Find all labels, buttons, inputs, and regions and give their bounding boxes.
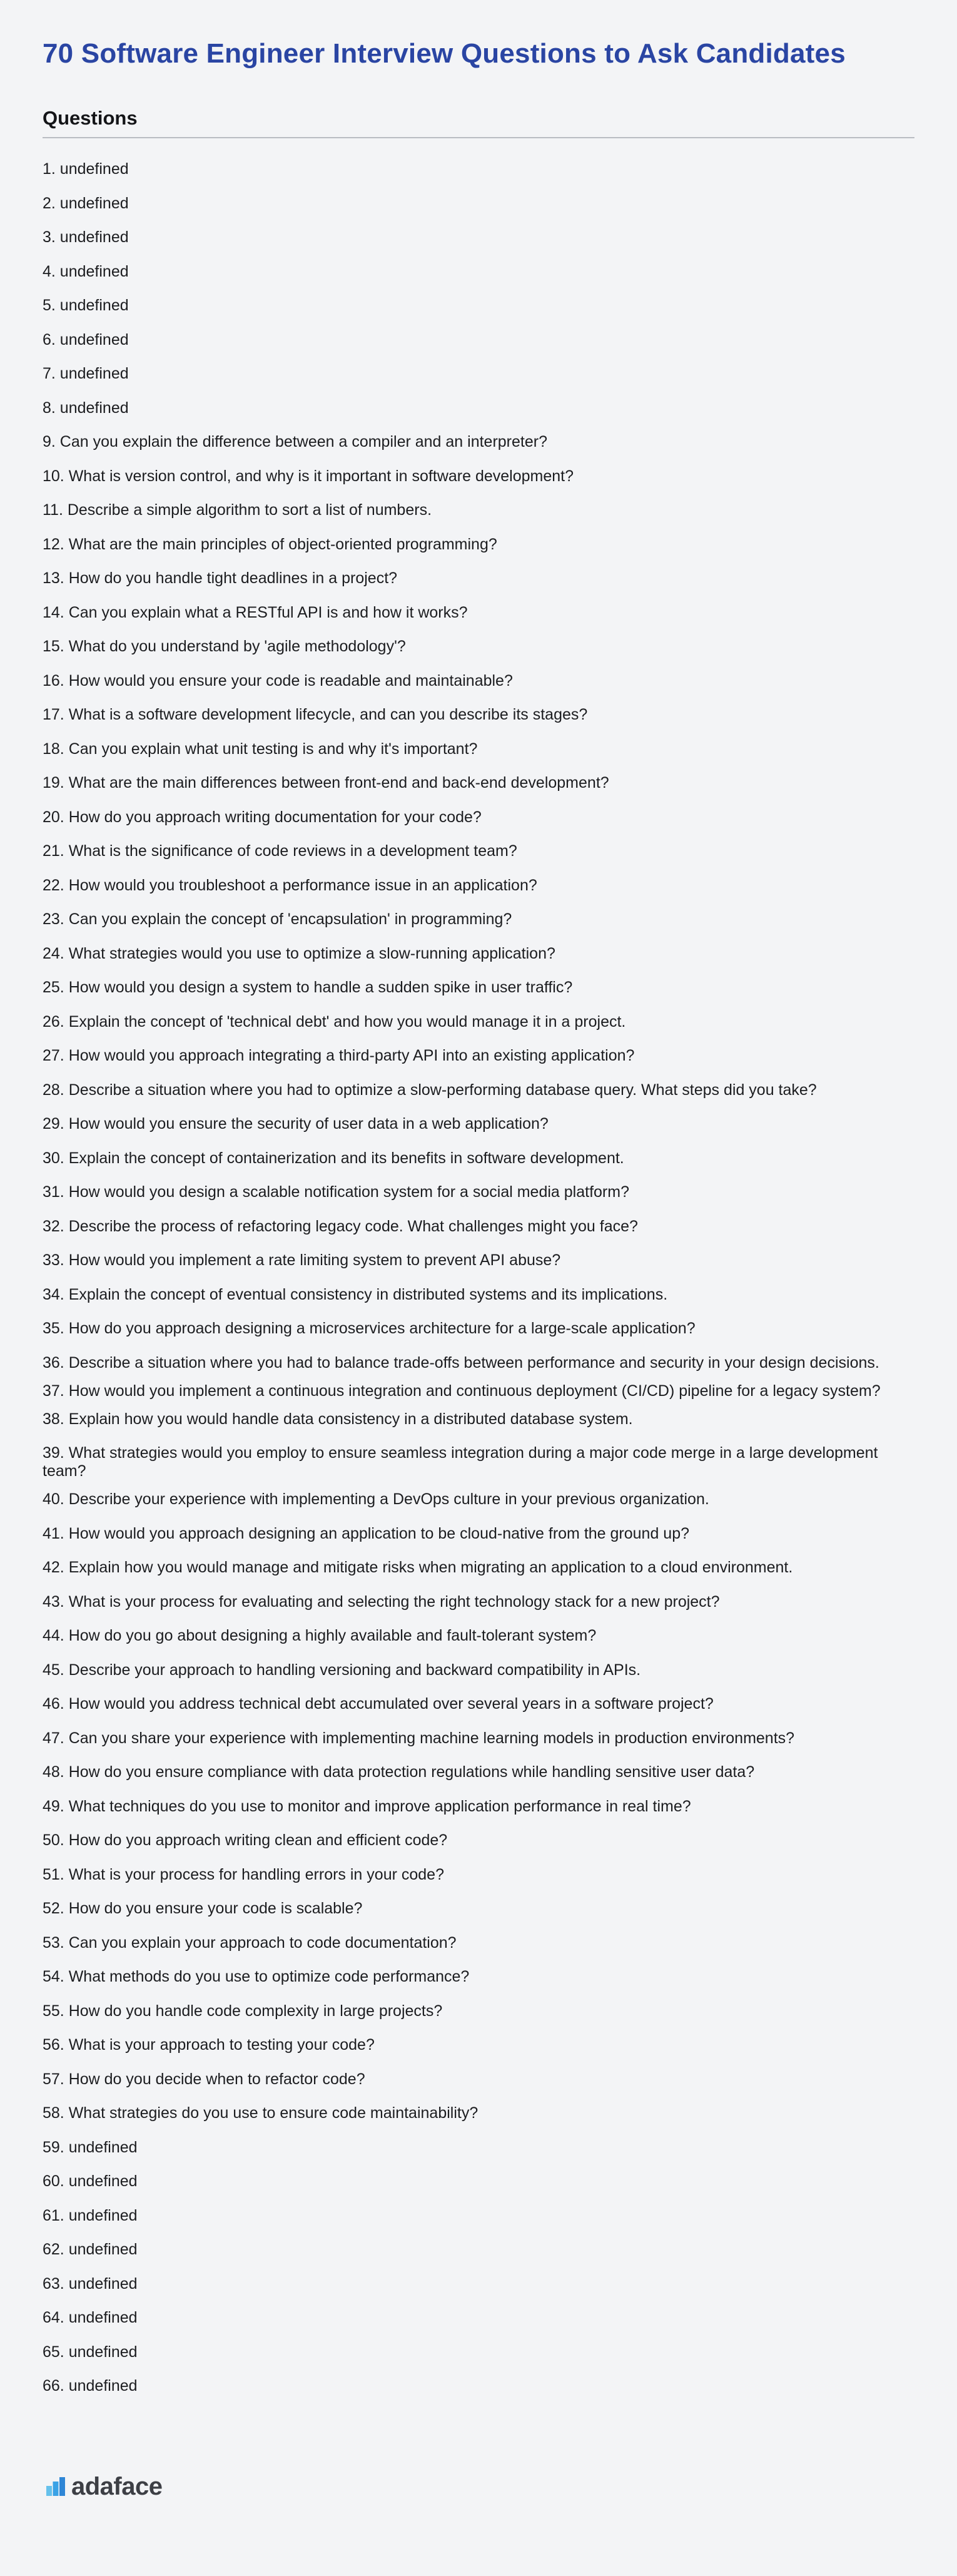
question-item: 2. undefined (43, 194, 129, 212)
question-item: 3. undefined (43, 228, 129, 246)
question-item: 38. Explain how you would handle data consistency in a distributed database system. (43, 1410, 633, 1428)
question-item: 55. How do you handle code complexity in large projects? (43, 2002, 443, 2020)
question-item: 36. Describe a situation where you had to balance trade-offs between performance and security in your design decisions. (43, 1353, 879, 1372)
question-item: 48. How do you ensure compliance with data protection regulations while handling sensitive user data? (43, 1763, 755, 1781)
question-item: 10. What is version control, and why is it important in software development? (43, 467, 574, 485)
question-item: 6. undefined (43, 330, 129, 349)
question-item: 43. What is your process for evaluating and selecting the right technology stack for a new project? (43, 1592, 720, 1611)
question-item: 4. undefined (43, 262, 129, 280)
question-item: 26. Explain the concept of 'technical debt' and how you would manage it in a project. (43, 1012, 626, 1031)
question-item: 15. What do you understand by 'agile methodology'? (43, 638, 406, 655)
question-item: 12. What are the main principles of object-oriented programming? (43, 535, 497, 553)
question-item: 9. Can you explain the difference between a compiler and an interpreter? (43, 433, 547, 451)
question-item: 27. How would you approach integrating a third-party API into an existing application? (43, 1047, 635, 1064)
question-item: 29. How would you ensure the security of user data in a web application? (43, 1115, 549, 1133)
question-item: 53. Can you explain your approach to code documentation? (43, 1933, 457, 1952)
question-item: 65. undefined (43, 2343, 138, 2361)
question-item: 64. undefined (43, 2309, 138, 2326)
question-item: 37. How would you implement a continuous integration and continuous deployment (CI/CD) pipeline for a legacy system? (43, 1382, 881, 1400)
question-item: 57. How do you decide when to refactor code? (43, 2070, 365, 2088)
question-item: 23. Can you explain the concept of 'encapsulation' in programming? (43, 910, 512, 928)
question-item: 30. Explain the concept of containerization and its benefits in software development. (43, 1149, 624, 1167)
question-item: 33. How would you implement a rate limiting system to prevent API abuse? (43, 1251, 561, 1269)
question-item: 42. Explain how you would manage and mitigate risks when migrating an application to a cloud environment. (43, 1559, 793, 1576)
question-item: 47. Can you share your experience with implementing machine learning models in production environments? (43, 1729, 795, 1747)
question-item: 45. Describe your approach to handling versioning and backward compatibility in APIs. (43, 1661, 641, 1679)
question-item: 17. What is a software development lifecycle, and can you describe its stages? (43, 706, 588, 723)
question-item: 16. How would you ensure your code is readable and maintainable? (43, 671, 513, 690)
question-item: 25. How would you design a system to handle a sudden spike in user traffic? (43, 979, 573, 996)
question-item: 62. undefined (43, 2241, 138, 2258)
question-item: 8. undefined (43, 399, 129, 417)
page-title: 70 Software Engineer Interview Questions to Ask Candidates (43, 38, 846, 69)
question-item: 13. How do you handle tight deadlines in a project? (43, 569, 398, 587)
question-item: 66. undefined (43, 2377, 138, 2395)
question-item: 28. Describe a situation where you had to optimize a slow-performing database query. What steps did you take? (43, 1081, 817, 1099)
question-item: 58. What strategies do you use to ensure code maintainability? (43, 2104, 478, 2122)
section-divider (43, 137, 914, 138)
question-item: 39. What strategies would you employ to ensure seamless integration during a major code merge in a large development team? (43, 1444, 878, 1480)
question-item: 40. Describe your experience with implementing a DevOps culture in your previous organization. (43, 1490, 709, 1508)
question-item: 61. undefined (43, 2206, 138, 2224)
adaface-logo-icon (46, 2477, 65, 2496)
questions-list (43, 160, 914, 2411)
question-item: 24. What strategies would you use to optimize a slow-running application? (43, 944, 555, 962)
question-item: 60. undefined (43, 2172, 138, 2190)
question-item: 31. How would you design a scalable notification system for a social media platform? (43, 1183, 629, 1201)
question-item: 34. Explain the concept of eventual consistency in distributed systems and its implications. (43, 1285, 668, 1303)
question-item: 52. How do you ensure your code is scalable? (43, 1900, 363, 1917)
adaface-logo[interactable] (46, 2473, 162, 2500)
question-item: 19. What are the main differences between front-end and back-end development? (43, 774, 609, 792)
question-item: 35. How do you approach designing a microservices architecture for a large-scale application? (43, 1320, 696, 1337)
question-item: 59. undefined (43, 2138, 138, 2156)
question-item: 54. What methods do you use to optimize code performance? (43, 1968, 470, 1985)
question-item: 20. How do you approach writing documentation for your code? (43, 808, 482, 826)
question-item: 21. What is the significance of code reviews in a development team? (43, 842, 517, 860)
question-item: 22. How would you troubleshoot a performance issue in an application? (43, 876, 537, 894)
question-item: 51. What is your process for handling errors in your code? (43, 1865, 444, 1883)
section-title: Questions (43, 107, 138, 129)
question-item: 46. How would you address technical debt accumulated over several years in a software project? (43, 1695, 714, 1713)
question-item: 32. Describe the process of refactoring legacy code. What challenges might you face? (43, 1217, 638, 1235)
question-item: 18. Can you explain what unit testing is and why it's important? (43, 740, 478, 758)
question-item: 56. What is your approach to testing your code? (43, 2036, 375, 2054)
question-item: 11. Describe a simple algorithm to sort a list of numbers. (43, 501, 432, 519)
question-item: 44. How do you go about designing a highly available and fault-tolerant system? (43, 1627, 597, 1644)
question-item: 50. How do you approach writing clean and efficient code? (43, 1831, 448, 1849)
question-item: 41. How would you approach designing an application to be cloud-native from the ground up? (43, 1524, 690, 1542)
question-item: 49. What techniques do you use to monitor and improve application performance in real time? (43, 1797, 691, 1815)
question-item: 7. undefined (43, 365, 129, 382)
question-item: 1. undefined (43, 160, 129, 178)
question-item: 63. undefined (43, 2274, 138, 2293)
question-item: 14. Can you explain what a RESTful API is and how it works? (43, 603, 468, 621)
question-item: 5. undefined (43, 297, 129, 314)
logo-text: adaface (71, 2473, 163, 2500)
